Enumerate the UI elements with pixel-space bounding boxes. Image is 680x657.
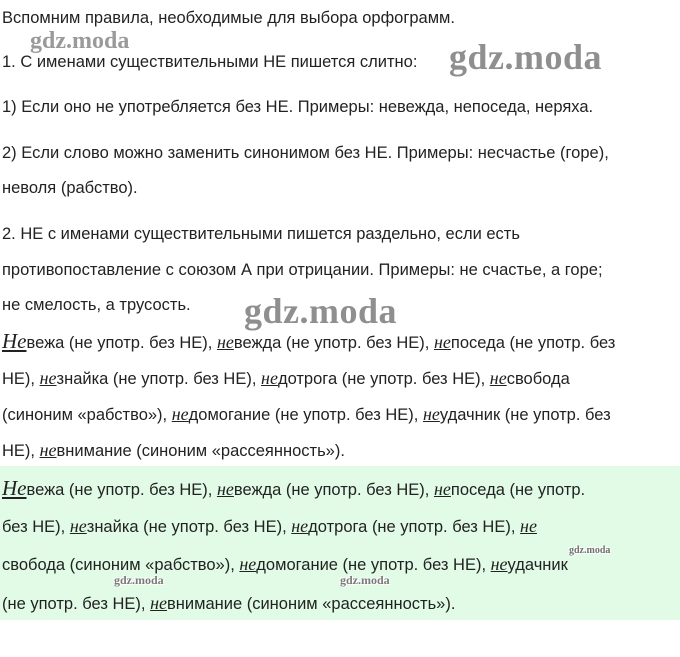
answer-word: домогание (не употр. без НЕ), [256, 556, 491, 574]
answer-word: свобода [506, 370, 570, 388]
green-answer-line4 [2, 593, 455, 614]
answer-word: дотрога (не употр. без НЕ), [277, 370, 490, 388]
ne-prefix: не [216, 479, 234, 499]
rule-2-line2: противопоставление с союзом А при отрицании. Примеры: не счастье, а горе; [2, 261, 603, 279]
watermark-logo: gdz.moda [244, 291, 398, 331]
answer-word: внимание (синоним «рассеянность»). [167, 595, 456, 613]
answer-word: без НЕ), [2, 518, 70, 536]
answer-word: НЕ), [2, 442, 40, 460]
answer-word: поседа (не употр. без [450, 334, 616, 352]
answer-word: (синоним «рабство»), [2, 406, 172, 424]
answer-word: (не употр. без НЕ), [2, 595, 151, 613]
answer-word: вежа (не употр. без НЕ), [26, 481, 217, 499]
ne-prefix: не [69, 516, 87, 536]
ne-prefix: не [291, 516, 309, 536]
green-answer-line2 [2, 516, 537, 537]
ne-prefix: не [239, 554, 257, 574]
answer-word: вежа (не употр. без НЕ), [26, 334, 217, 352]
watermark-logo: gdz.moda [449, 37, 603, 77]
answer-word: вежда (не употр. без НЕ), [233, 481, 434, 499]
answer-word: знайка (не употр. без НЕ), [56, 370, 262, 388]
answer-word: внимание (синоним «рассеянность»). [56, 442, 345, 460]
ne-prefix: не [520, 516, 537, 536]
ne-prefix: не [261, 368, 278, 388]
green-answer-line3 [2, 554, 568, 575]
answer-word: знайка (не употр. без НЕ), [86, 518, 292, 536]
rule-1-a: 1) Если оно не употребляется без НЕ. Примеры: невежда, непоседа, неряха. [2, 98, 594, 116]
watermark-logo: gdz.moda [340, 573, 390, 587]
watermark-logo: gdz.moda [114, 573, 164, 587]
answer-word: поседа (не употр. [450, 481, 586, 499]
answer-word: свобода (синоним «рабство»), [2, 556, 240, 574]
ne-prefix: не [150, 593, 168, 613]
watermark-logo: gdz.moda [569, 545, 611, 556]
ne-prefix: не [39, 440, 57, 460]
ne-prefix: не [433, 479, 451, 499]
ne-prefix: не [490, 554, 508, 574]
ne-prefix: Не [2, 476, 27, 500]
ne-prefix: не [39, 368, 57, 388]
green-answer-line1 [2, 478, 585, 500]
ne-prefix: не [422, 404, 440, 424]
rule-1-b-line2: неволя (рабство). [2, 179, 138, 197]
answer-word: домогание (не употр. без НЕ), [188, 406, 423, 424]
answer-word: удачник [507, 556, 568, 574]
answer-line2 [2, 368, 570, 389]
answer-line4 [2, 440, 345, 461]
ne-prefix: Не [2, 329, 27, 353]
answer-word: удачник (не употр. без [439, 406, 611, 424]
intro-title: Вспомним правила, необходимые для выбора орфограмм. [2, 9, 455, 27]
ne-prefix: не [216, 332, 234, 352]
ne-prefix: не [171, 404, 189, 424]
answer-word: вежда (не употр. без НЕ), [233, 334, 434, 352]
ne-prefix: не [433, 332, 451, 352]
rule-1-b-line1: 2) Если слово можно заменить синонимом без НЕ. Примеры: несчастье (горе), [2, 144, 609, 162]
answer-line1 [2, 331, 615, 353]
watermark-logo: gdz.moda [30, 28, 130, 54]
answer-line3 [2, 404, 611, 425]
ne-prefix: не [489, 368, 507, 388]
rule-1: 1. С именами существительными НЕ пишется слитно: [2, 53, 418, 71]
answer-word: дотрога (не употр. без НЕ), [308, 518, 521, 536]
rule-2-line3: не смелость, а трусость. [2, 296, 191, 314]
rule-2-line1: 2. НЕ с именами существительными пишется раздельно, если есть [2, 225, 520, 243]
answer-word: НЕ), [2, 370, 40, 388]
